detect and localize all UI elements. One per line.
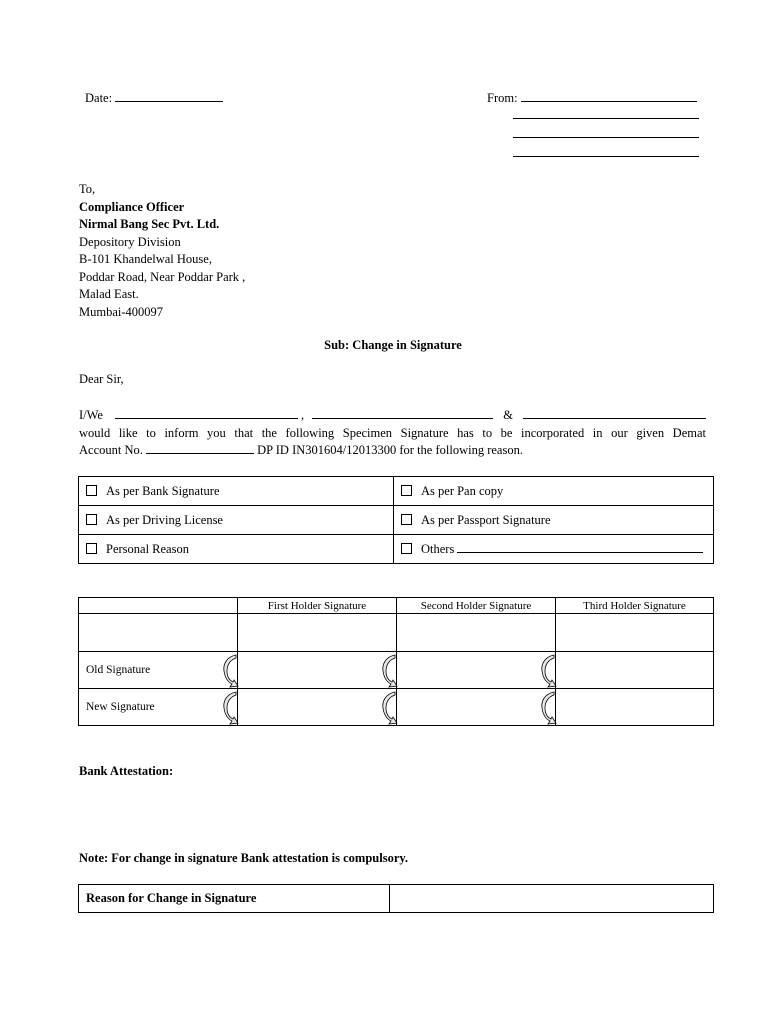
- date-field: [85, 90, 223, 106]
- header-second-holder: Second Holder Signature: [397, 598, 556, 614]
- holder-name-3[interactable]: [523, 407, 706, 419]
- option-label: Others: [421, 542, 455, 556]
- from-blank-3[interactable]: [513, 126, 699, 138]
- row-label: [79, 614, 238, 652]
- reason-box-table: [78, 884, 714, 913]
- curved-arrow-icon: [380, 690, 398, 726]
- company-name: Nirmal Bang Sec Pvt. Ltd.: [79, 217, 220, 231]
- option-label: As per Driving License: [106, 512, 223, 527]
- reason-box-input[interactable]: [390, 885, 714, 913]
- checkbox-icon[interactable]: [401, 514, 412, 525]
- reason-box-label: Reason for Change in Signature: [79, 885, 390, 913]
- holder-name-1[interactable]: [115, 407, 298, 419]
- account-label: Account No.: [79, 443, 143, 457]
- header-first-holder: First Holder Signature: [238, 598, 397, 614]
- new-signature-third[interactable]: [556, 689, 714, 726]
- date-blank[interactable]: [115, 90, 223, 102]
- from-blank-2[interactable]: [513, 107, 699, 119]
- old-signature-second[interactable]: [397, 652, 556, 689]
- new-signature-second[interactable]: [397, 689, 556, 726]
- curved-arrow-icon: [539, 653, 557, 689]
- officer-name: Compliance Officer: [79, 199, 185, 214]
- option-label: As per Bank Signature: [106, 483, 220, 498]
- date-label: Date:: [85, 91, 113, 105]
- iwe-label: I/We: [79, 408, 103, 422]
- from-label: From:: [487, 91, 518, 105]
- reason-options-table: [78, 476, 714, 564]
- option-label: Personal Reason: [106, 541, 189, 556]
- option-passport-signature[interactable]: [394, 506, 714, 535]
- new-signature-first[interactable]: [238, 689, 397, 726]
- body-paragraph: [79, 407, 706, 460]
- comma: ,: [301, 408, 305, 422]
- from-blank-4[interactable]: [513, 145, 699, 157]
- address-line: Poddar Road, Near Poddar Park ,: [79, 269, 246, 284]
- to-label: To,: [79, 182, 96, 196]
- signature-cell[interactable]: [238, 614, 397, 652]
- header-third-holder: Third Holder Signature: [556, 598, 714, 614]
- address-block: [79, 181, 245, 321]
- address-line: B-101 Khandelwal House,: [79, 252, 212, 266]
- option-driving-license[interactable]: [79, 506, 394, 535]
- others-blank[interactable]: [457, 541, 703, 553]
- address-line: Depository Division: [79, 234, 181, 249]
- checkbox-icon[interactable]: [86, 514, 97, 525]
- signature-table: [78, 597, 714, 726]
- signature-cell[interactable]: [397, 614, 556, 652]
- new-signature-label: New Signature: [86, 701, 155, 713]
- bank-attestation-label: Bank Attestation:: [79, 764, 174, 778]
- signature-cell[interactable]: [556, 614, 714, 652]
- ampersand: &: [503, 408, 513, 422]
- subject-line: Sub: Change in Signature: [324, 338, 462, 352]
- checkbox-icon[interactable]: [401, 485, 412, 496]
- option-personal-reason[interactable]: [79, 535, 394, 564]
- checkbox-icon[interactable]: [401, 543, 412, 554]
- from-field: [487, 90, 697, 106]
- holder-name-2[interactable]: [312, 407, 493, 419]
- checkbox-icon[interactable]: [86, 485, 97, 496]
- body-line-2: would like to inform you that the following Specimen Signature has to be incorporated in our given Demat: [79, 425, 706, 440]
- option-others[interactable]: [394, 535, 714, 564]
- note-text: Note: For change in signature Bank attestation is compulsory.: [79, 851, 409, 865]
- option-pan-copy[interactable]: [394, 477, 714, 506]
- curved-arrow-icon: [539, 690, 557, 726]
- checkbox-icon[interactable]: [86, 543, 97, 554]
- option-label: As per Pan copy: [421, 483, 504, 498]
- option-bank-signature[interactable]: [79, 477, 394, 506]
- curved-arrow-icon: [221, 690, 239, 726]
- salutation: Dear Sir,: [79, 372, 124, 386]
- old-signature-first[interactable]: [238, 652, 397, 689]
- dp-id-text: DP ID IN301604/12013300 for the following reason.: [257, 443, 523, 457]
- old-signature-label: Old Signature: [86, 664, 151, 676]
- old-signature-third[interactable]: [556, 652, 714, 689]
- curved-arrow-icon: [221, 653, 239, 689]
- address-line: Malad East.: [79, 287, 139, 301]
- account-blank[interactable]: [146, 442, 254, 454]
- option-label: As per Passport Signature: [421, 512, 551, 527]
- address-line: Mumbai-400097: [79, 304, 164, 319]
- from-blank-1[interactable]: [521, 90, 697, 102]
- header-empty: [79, 598, 238, 614]
- curved-arrow-icon: [380, 653, 398, 689]
